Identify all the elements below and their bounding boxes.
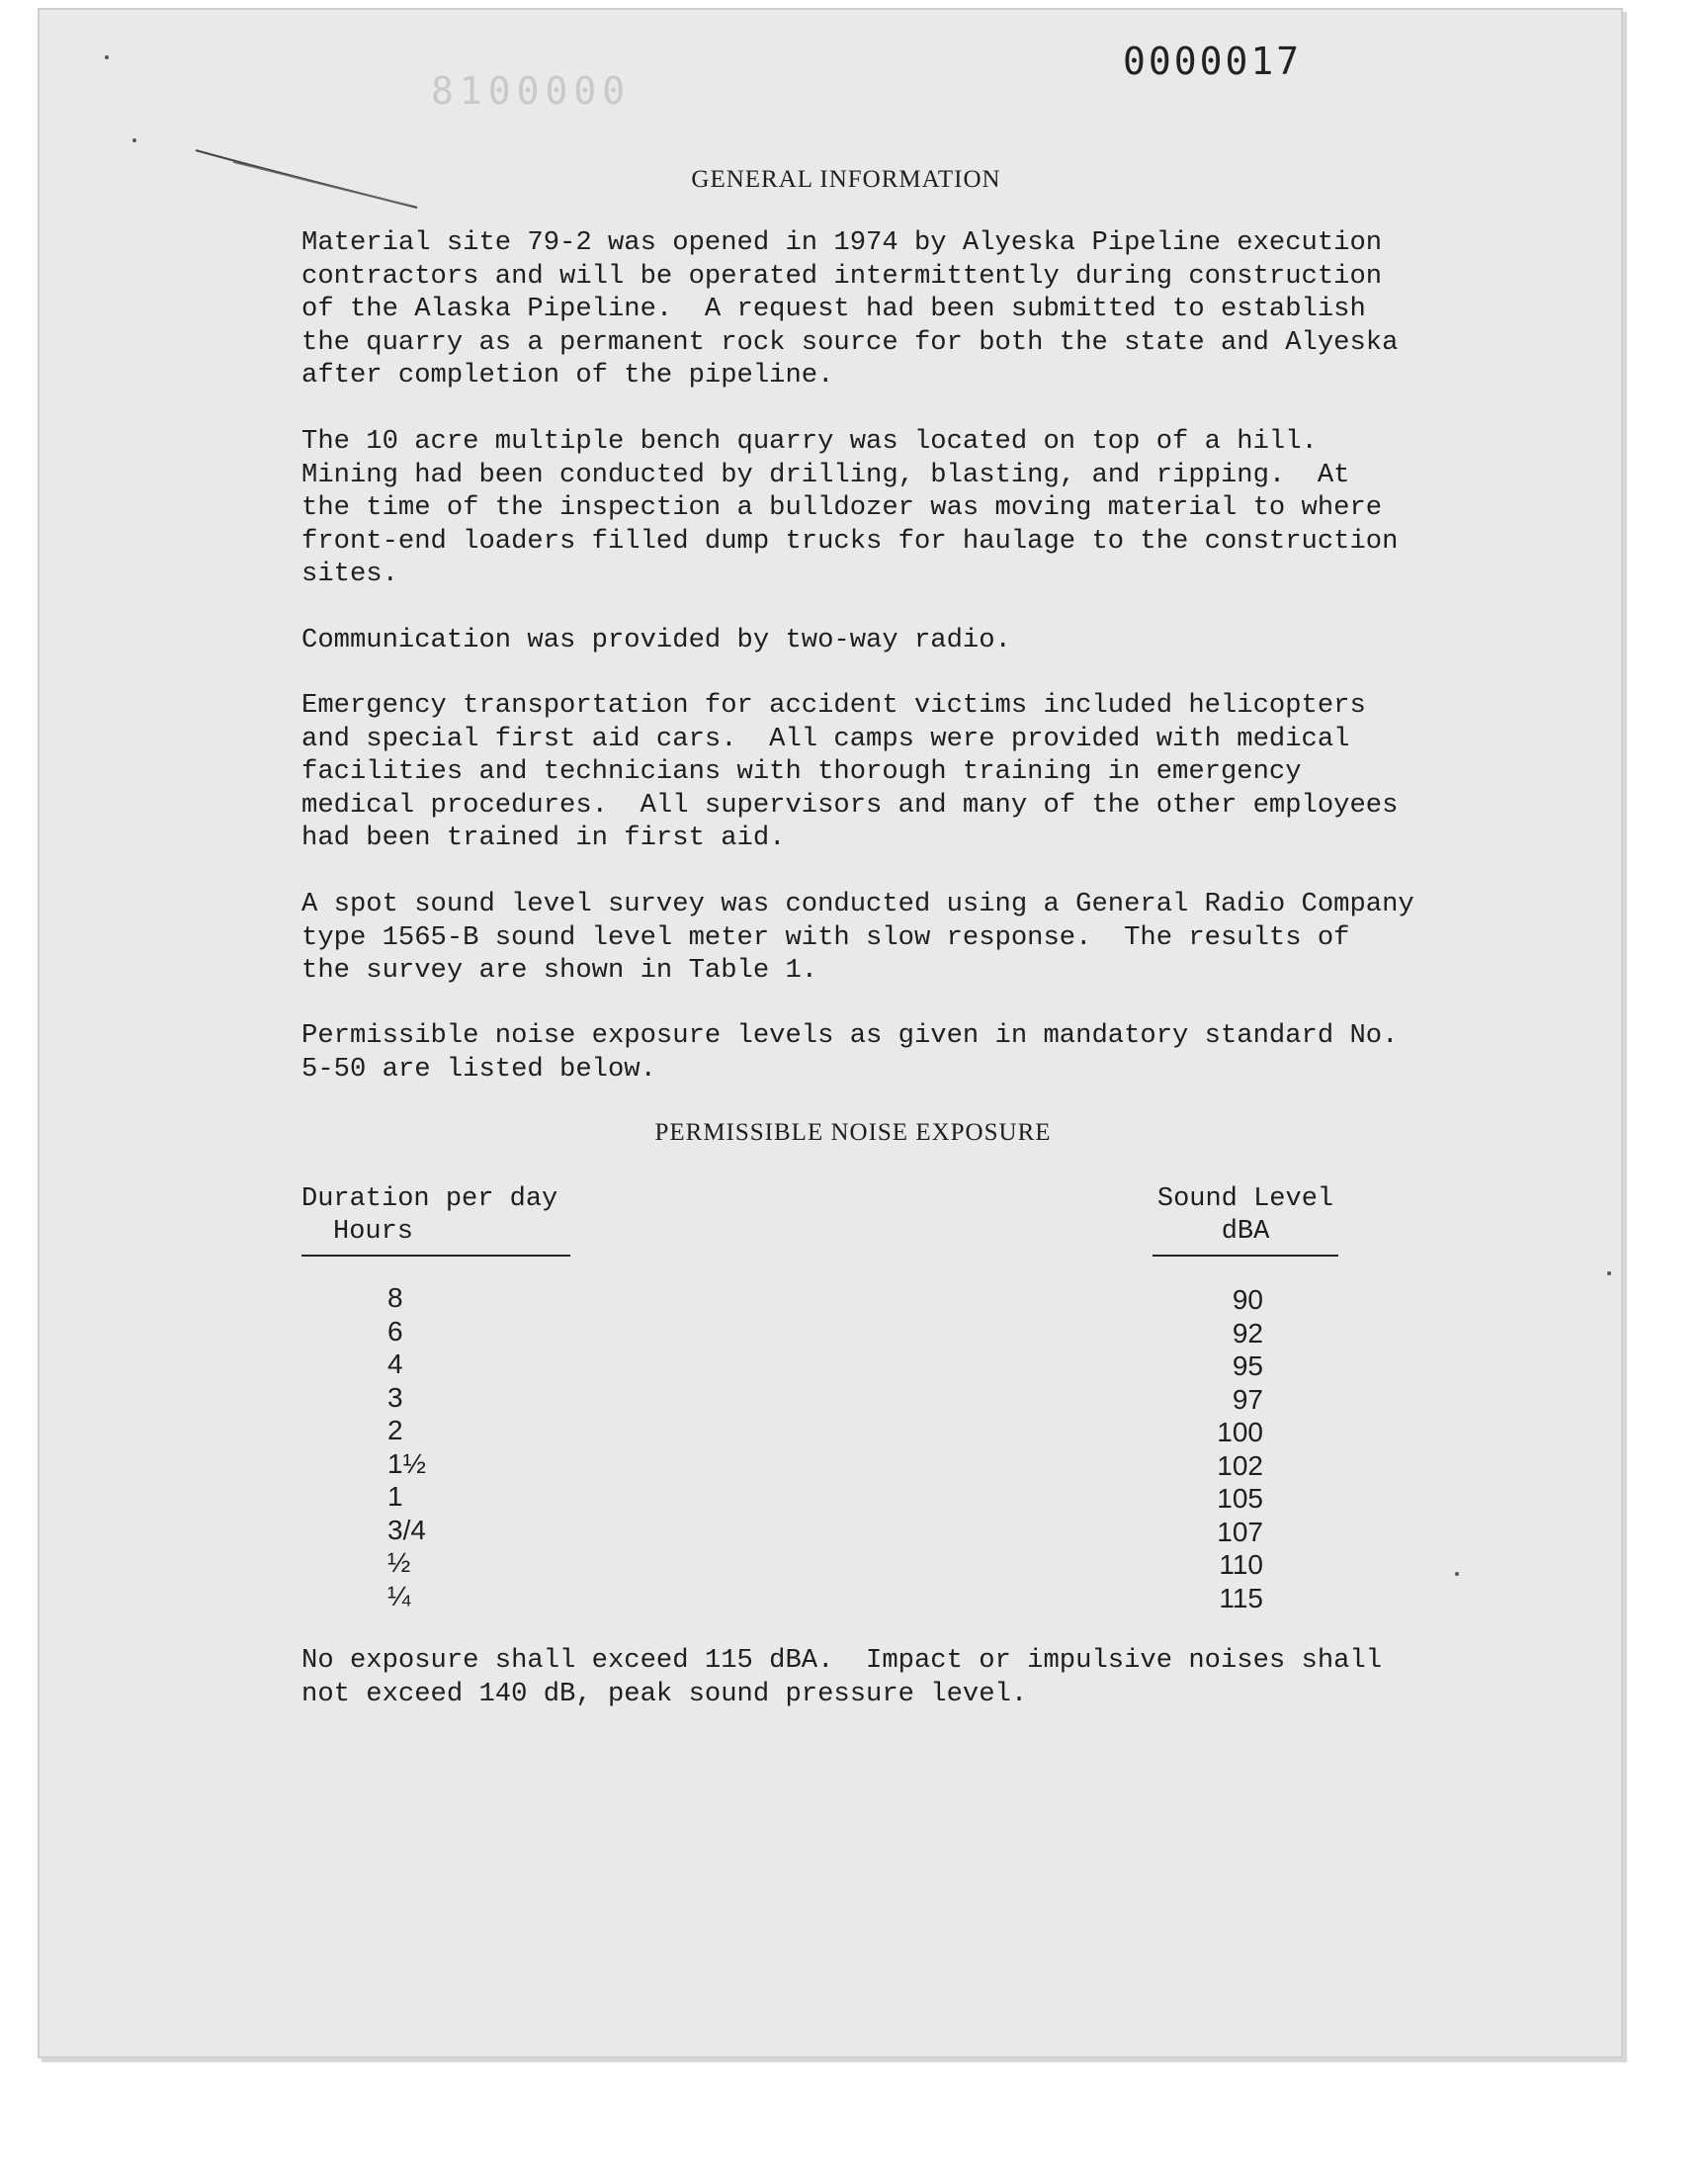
dba-cell: 92	[1232, 1317, 1263, 1348]
page-title-text: GENERAL INFORMATION	[691, 166, 1001, 193]
hours-cell: ½	[387, 1547, 411, 1578]
hours-cell: 4	[387, 1348, 403, 1379]
table-title-text: PERMISSIBLE NOISE EXPOSURE	[654, 1119, 1052, 1146]
speck-mark	[1455, 1572, 1459, 1576]
dba-cell: 110	[1219, 1549, 1263, 1580]
dba-cell: 115	[1219, 1582, 1263, 1613]
table-title	[0, 1119, 1708, 1147]
dba-cell: 105	[1217, 1483, 1263, 1514]
hours-cell: 3/4	[387, 1514, 426, 1545]
hours-cell: 2	[387, 1415, 403, 1445]
hours-column-values	[387, 1281, 426, 1612]
dba-cell: 90	[1232, 1284, 1263, 1315]
dba-cell: 100	[1217, 1417, 1263, 1447]
hours-cell: 1	[387, 1481, 403, 1512]
paragraph-permissible-levels: Permissible noise exposure levels as given in mandatory standard No. 5-50 are listed below.	[301, 1020, 1399, 1085]
dba-column-values	[1204, 1283, 1263, 1614]
sound-header-rule	[1153, 1255, 1338, 1257]
sound-header-line2: dBA	[1221, 1217, 1270, 1247]
speck-mark	[1607, 1271, 1611, 1275]
sound-column-header	[1153, 1183, 1338, 1257]
speck-mark	[105, 55, 109, 59]
sound-header-line1: Sound Level	[1156, 1184, 1334, 1214]
hours-cell: 3	[387, 1381, 403, 1413]
faint-bates-number: 8100000	[431, 69, 632, 113]
bates-number: 0000017	[1123, 40, 1303, 83]
paragraph-emergency-transport: Emergency transportation for accident victims included helicopters and special first aid cars. All camps were provided with medical facilities and technicians with thorough training in emergency medical procedures. All supervisors and many of the other employees had been trained in first aid.	[301, 690, 1399, 853]
dba-cell: 95	[1232, 1350, 1263, 1381]
hours-cell: 1½	[387, 1447, 426, 1479]
hours-header-line2: Hours	[333, 1217, 414, 1247]
hours-column-header	[301, 1183, 570, 1257]
hours-header-rule	[301, 1255, 570, 1257]
paragraph-site-history: Material site 79-2 was opened in 1974 by Alyeska Pipeline execution contractors and will be operated intermittently during construction of the Alaska Pipeline. A request had been submitted to establish the quarry as a permanent rock source for both the state and Alyeska after completion of the pipeline.	[301, 227, 1399, 391]
paragraph-communication: Communication was provided by two-way radio.	[301, 625, 1011, 655]
speck-mark	[132, 138, 136, 142]
paragraph-quarry-mining: The 10 acre multiple bench quarry was located on top of a hill. Mining had been conducted by drilling, blasting, and ripping. At the time of the inspection a bulldozer was moving material to where front-end loaders filled dump trucks for haulage to the construction sites.	[301, 426, 1399, 589]
hours-cell: 8	[387, 1282, 403, 1313]
hours-header-line1: Duration per day	[301, 1184, 558, 1214]
dba-cell: 97	[1232, 1383, 1263, 1415]
page-title	[0, 166, 1708, 194]
dba-cell: 102	[1217, 1449, 1263, 1481]
hours-cell: 6	[387, 1315, 403, 1347]
dba-cell: 107	[1217, 1516, 1263, 1547]
paragraph-sound-survey: A spot sound level survey was conducted using a General Radio Company type 1565-B sound level meter with slow response. The results of the survey are shown in Table 1.	[301, 889, 1414, 986]
paragraph-exposure-limit: No exposure shall exceed 115 dBA. Impact or impulsive noises shall not exceed 140 dB, peak sound pressure level.	[301, 1645, 1383, 1709]
hours-cell: ¼	[387, 1580, 411, 1611]
